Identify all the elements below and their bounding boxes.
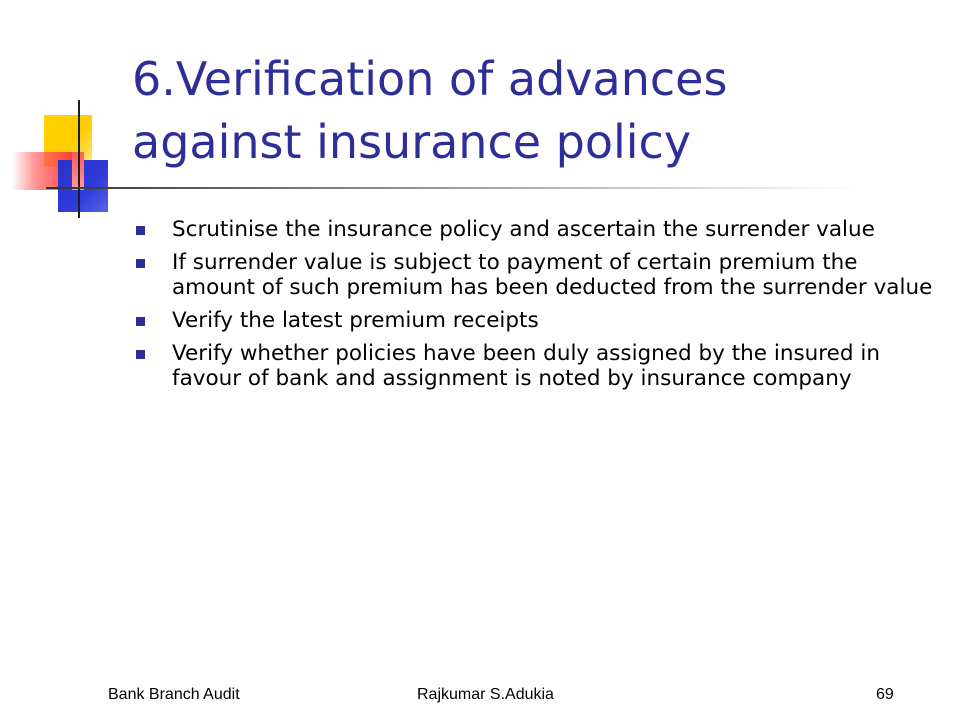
decoration-vertical-line (78, 100, 80, 218)
slide-title-line-1: 6.Verification of advances (132, 52, 728, 106)
bullet-item (130, 341, 940, 391)
slide-title-line-2: against insurance policy (132, 115, 692, 169)
square-bullet-icon (136, 226, 145, 235)
square-bullet-icon (136, 259, 145, 268)
square-bullet-icon (136, 350, 145, 359)
square-bullet-icon (136, 317, 145, 326)
bullet-text: Verify the latest premium receipts (172, 308, 539, 333)
bullet-text: Verify whether policies have been duly assigned by the insured in favour of bank and assignment is noted by insurance company (172, 341, 880, 391)
title-underline (46, 187, 860, 189)
footer-presentation-title: Bank Branch Audit (108, 686, 240, 703)
slide-title (132, 48, 932, 174)
footer-page-number: 69 (876, 686, 894, 703)
bullet-text: Scrutinise the insurance policy and ascertain the surrender value (172, 217, 875, 242)
bullet-item (130, 250, 940, 300)
bullet-item (130, 308, 940, 333)
bullet-item (130, 217, 940, 242)
bullet-text: If surrender value is subject to payment of certain premium the amount of such premium has been deducted from the surrender value (172, 250, 933, 300)
bullet-list (130, 217, 940, 399)
footer-author: Rajkumar S.Adukia (417, 686, 554, 703)
